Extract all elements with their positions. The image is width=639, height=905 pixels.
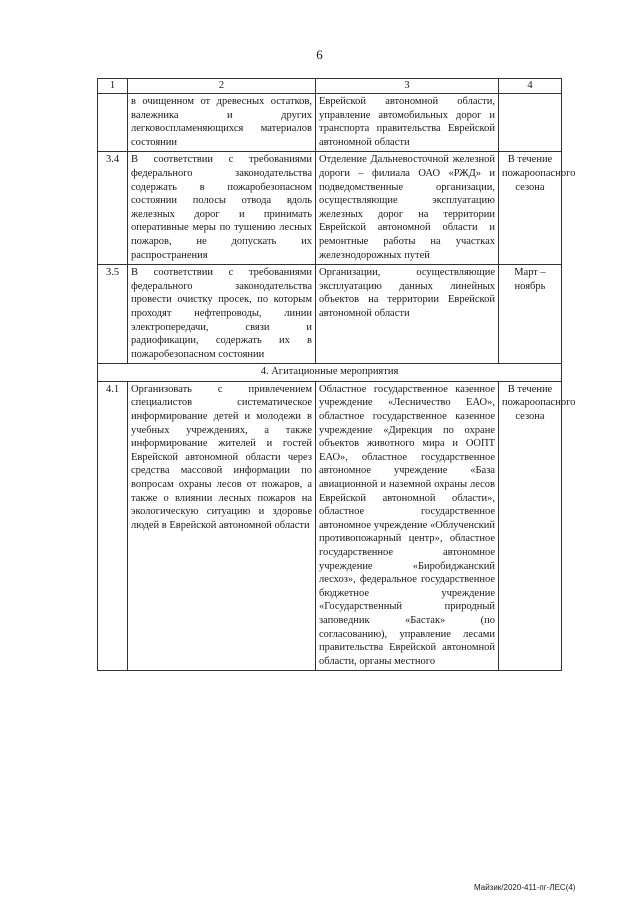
header-col-2: 2 [128,79,316,94]
measures-table [97,78,576,671]
measure-text: Организовать с привлечением специалистов систематическое информирование детей и молодежи в учебных учреждениях, а также информирование жителей и гостей Еврейской автономной области через средства массовой информации по вопросам охраны лесов от пожаров, а также о влиянии лесных пожаров на экологическую ситуацию и здоровье людей в Еврейской автономной области [128,381,316,670]
responsible-text: Организации, осуществляющие эксплуатацию данных линейных объектов на территории Еврейской автономной области [316,265,499,364]
row-number [98,94,128,152]
table-row-3-5 [98,265,562,364]
header-col-3: 3 [316,79,499,94]
responsible-text: Еврейской автономной области, управление автомобильных дорог и транспорта правительства Еврейской автономной области [316,94,499,152]
responsible-text: Областное государственное казенное учреждение «Лесничество ЕАО», областное государственное казенное учреждение «Дирекция по охране объектов животного мира и ООПТ ЕАО», областное государственное автономное учреждение «База авиационной и наземной охраны лесов Еврейской автономной области», областное государственное автономное учреждение «Облученский противопожарный центр», областное государственное автономное учреждение «Биробиджанский лесхоз», федеральное государственное бюджетное учреждение «Государственный природный заповедник «Бастак» (по согласованию), управление лесами правительства Еврейской автономной области, органы местного [316,381,499,670]
measure-text: в очищенном от древесных остатков, валежника и других легковоспламеняющихся материалов состоянии [128,94,316,152]
header-col-1: 1 [98,79,128,94]
responsible-text: Отделение Дальневосточной железной дороги – филиала ОАО «РЖД» и подведомственные организации, осуществляющие эксплуатацию железных дорог на территории Еврейской автономной области и ремонтные работы на участках железнодорожных путей [316,152,499,265]
section-heading-row [98,364,562,382]
section-heading: 4. Агитационные мероприятия [98,364,562,382]
measure-text: В соответствии с требованиями федерального законодательства содержать в пожаробезопасном состоянии полосы отвода вдоль железных дорог и принимать оперативные меры по тушению лесных пожаров, не допускать их распространения [128,152,316,265]
row-number: 4.1 [98,381,128,670]
measure-text: В соответствии с требованиями федерального законодательства провести очистку просек, по которым проходят нефтепроводы, линии электропередачи, связи и радиофикации, содержать их в пожаробезопасном состоянии [128,265,316,364]
table-row-3-4 [98,152,562,265]
table-row-continuation [98,94,562,152]
row-number: 3.4 [98,152,128,265]
page-number: 6 [316,47,323,62]
row-number: 3.5 [98,265,128,364]
deadline-text [499,94,562,152]
table-row-4-1 [98,381,562,670]
deadline-text: Март – ноябрь [499,265,562,364]
deadline-text: В течение пожароопасного сезона [499,152,562,265]
deadline-text: В течение пожароопасного сезона [499,381,562,670]
header-col-4: 4 [499,79,562,94]
document-footer: Майзик/2020-411-пг-ЛЕС(4) [474,883,576,892]
table-header-row [98,79,562,94]
